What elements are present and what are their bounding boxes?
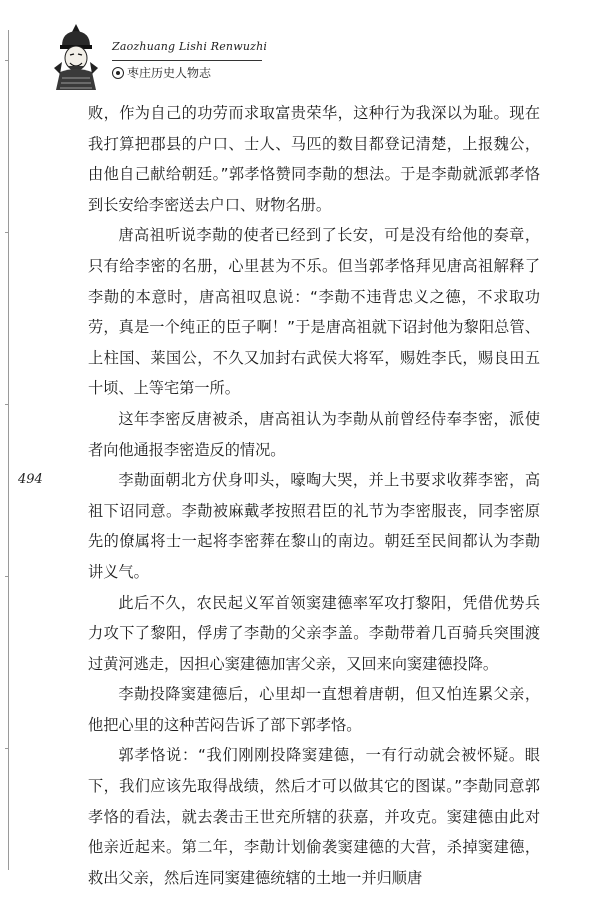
binding-tick: [5, 404, 9, 405]
body-text: [88, 98, 540, 893]
binding-line: [8, 30, 9, 870]
page-number: 494: [18, 472, 43, 487]
paragraph: 这年李密反唐被杀，唐高祖认为李勣从前曾经侍奉李密，派使者向他通报李密造反的情况。: [88, 409, 540, 459]
paragraph: 此后不久，农民起义军首领窦建德率军攻打黎阳，凭借优势兵力攻下了黎阳，俘虏了李勣的父亲李盖。李勣带着几百骑兵突围渡过黄河逃走，因担心窦建德加害父亲，又回来向窦建德投降。: [88, 593, 540, 673]
binding-tick: [5, 748, 9, 749]
page-header: [40, 18, 560, 98]
paragraph: 李勣投降窦建德后，心里却一直想着唐朝，但又怕连累父亲，他把心里的这种苦闷告诉了部下郭孝恪。: [88, 685, 540, 734]
bullet-icon: [112, 67, 124, 79]
header-rule: [112, 60, 262, 61]
header-series: [112, 64, 211, 81]
binding-tick: [5, 60, 9, 61]
binding-tick: [5, 576, 9, 577]
paragraph: 李勣面朝北方伏身叩头，嚎啕大哭，并上书要求收葬李密，高祖下诏同意。李勣被麻戴孝按照君臣的礼节为李密服丧，同李密原先的僚属将士一起将李密葬在黎山的南边。朝廷至民间都认为李勣讲义气。: [88, 471, 540, 581]
header-title: Zaozhuang Lishi Renwuzhi: [112, 40, 268, 53]
paragraph: 败，作为自己的功劳而求取富贵荣华，这种行为我深以为耻。现在我打算把郡县的户口、士人、马匹的数目都登记清楚，上报魏公，由他自己献给朝廷。”郭孝恪赞同李勣的想法。于是李勣就派郭孝恪到长安给李密送去户口、财物名册。: [88, 104, 540, 214]
binding-tick: [5, 232, 9, 233]
series-name: 枣庄历史人物志: [127, 66, 212, 80]
warrior-portrait-icon: [50, 22, 102, 92]
paragraph: 唐高祖听说李勣的使者已经到了长安，可是没有给他的奏章，只有给李密的名册，心里甚为不乐。但当郭孝恪拜见唐高祖解释了李勣的本意时，唐高祖叹息说：“李勣不违背忠义之德，不求取功劳，真是一个纯正的臣子啊！”于是唐高祖就下诏封他为黎阳总管、上柱国、莱国公，不久又加封右武侯大将军，赐姓李氏，赐良田五十顷、上等宅第一所。: [88, 226, 540, 398]
paragraph: 郭孝恪说：“我们刚刚投降窦建德，一有行动就会被怀疑。眼下，我们应该先取得战绩，然后才可以做其它的图谋。”李勣同意郭孝恪的看法，就去袭击王世充所辖的获嘉，并攻克。窦建德由此对他亲近起来。第二年，李勣计划偷袭窦建德的大营，杀掉窦建德，救出父亲，然后连同窦建德统辖的土地一并归顺唐: [88, 746, 540, 887]
